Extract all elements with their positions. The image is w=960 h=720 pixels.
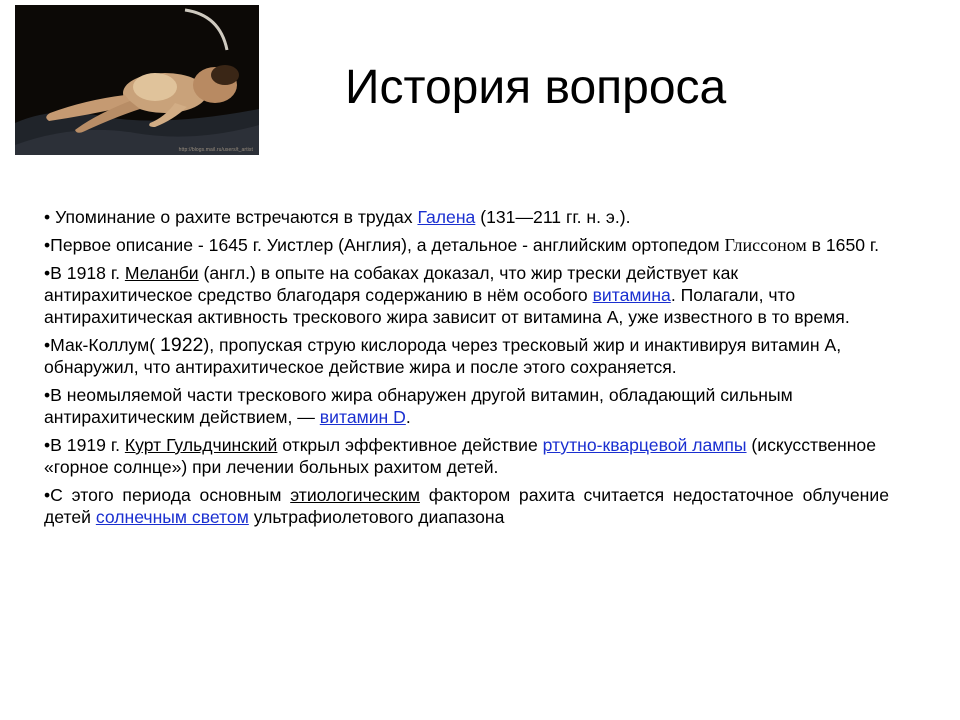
sleeping-cupid-painting [15,5,259,155]
hyperlink[interactable]: витамина [592,285,671,305]
bullet-text: В неомыляемой части трескового жира обнаружен другой витамин, обладающий сильным антирахитическим действием, — [44,385,793,427]
bullet-text: (искусственное «горное солнце») при лечении больных рахитом детей. [44,435,877,477]
bullet-dot: • [44,263,51,283]
bullet-text: . [405,407,411,427]
hyperlink[interactable]: Галена [417,207,476,227]
bullet-dot: • [44,207,56,227]
bullet-text: В 1919 г. [50,435,125,455]
slide-title: История вопроса [345,61,727,114]
bullet-item [44,434,889,478]
bullet-item [44,262,889,328]
bullet-item [44,334,889,378]
underlined-term: этиологическим [290,485,420,505]
bullet-text: 1922 [160,334,204,356]
bullet-text: в 1650 г. [806,235,880,255]
underlined-term: Курт Гульдчинский [124,435,278,455]
painting-illustration [15,5,259,155]
bullet-dot: • [44,385,51,405]
bullet-text: Мак-Коллум( [50,335,160,355]
bullet-text: (англ.) в опыте на собаках доказал, что жир трески действует как антирахитическое средство благодаря содержанию в нём особого [44,263,739,305]
bullet-text: ультрафиолетового диапазона [248,507,505,527]
bullet-text: фактором рахита считается недостаточное облучение детей [44,485,889,527]
image-caption: http://blogs.mail.ru/users/t_artist [178,147,253,153]
bullet-text: С этого периода основным [50,485,291,505]
bullet-item [44,206,889,228]
bullet-text: В 1918 г. [50,263,125,283]
hyperlink[interactable]: ртутно-кварцевой лампы [542,435,747,455]
hyperlink[interactable]: витамин D [319,407,406,427]
hyperlink[interactable]: солнечным светом [95,507,249,527]
bullet-dot: • [44,435,51,455]
bullet-text: Глиссоном [724,235,807,255]
bullet-item [44,384,889,428]
bullet-item [44,484,889,528]
bullet-dot: • [44,235,51,255]
bullet-item [44,234,889,256]
underlined-term: Меланби [124,263,199,283]
bullet-text: Первое описание - 1645 г. Уистлер (Англия), а детальное - английским ортопедом [50,235,725,255]
bullet-list [44,206,889,534]
bullet-dot: • [44,335,51,355]
bullet-dot: • [44,485,51,505]
bullet-text: открыл эффективное действие [277,435,543,455]
bullet-text: ), пропуская струю кислорода через тресковый жир и инактивируя витамин А, обнаружил, что антирахитическое действие жира и после этого сохраняется. [44,335,842,377]
bullet-text: (131—211 гг. н. э.). [475,207,631,227]
bullet-text: Упоминание о рахите встречаются в трудах [55,207,418,227]
bullet-text: . Полагали, что антирахитическая активность трескового жира зависит от витамина А, уже известного в то время. [44,285,850,327]
